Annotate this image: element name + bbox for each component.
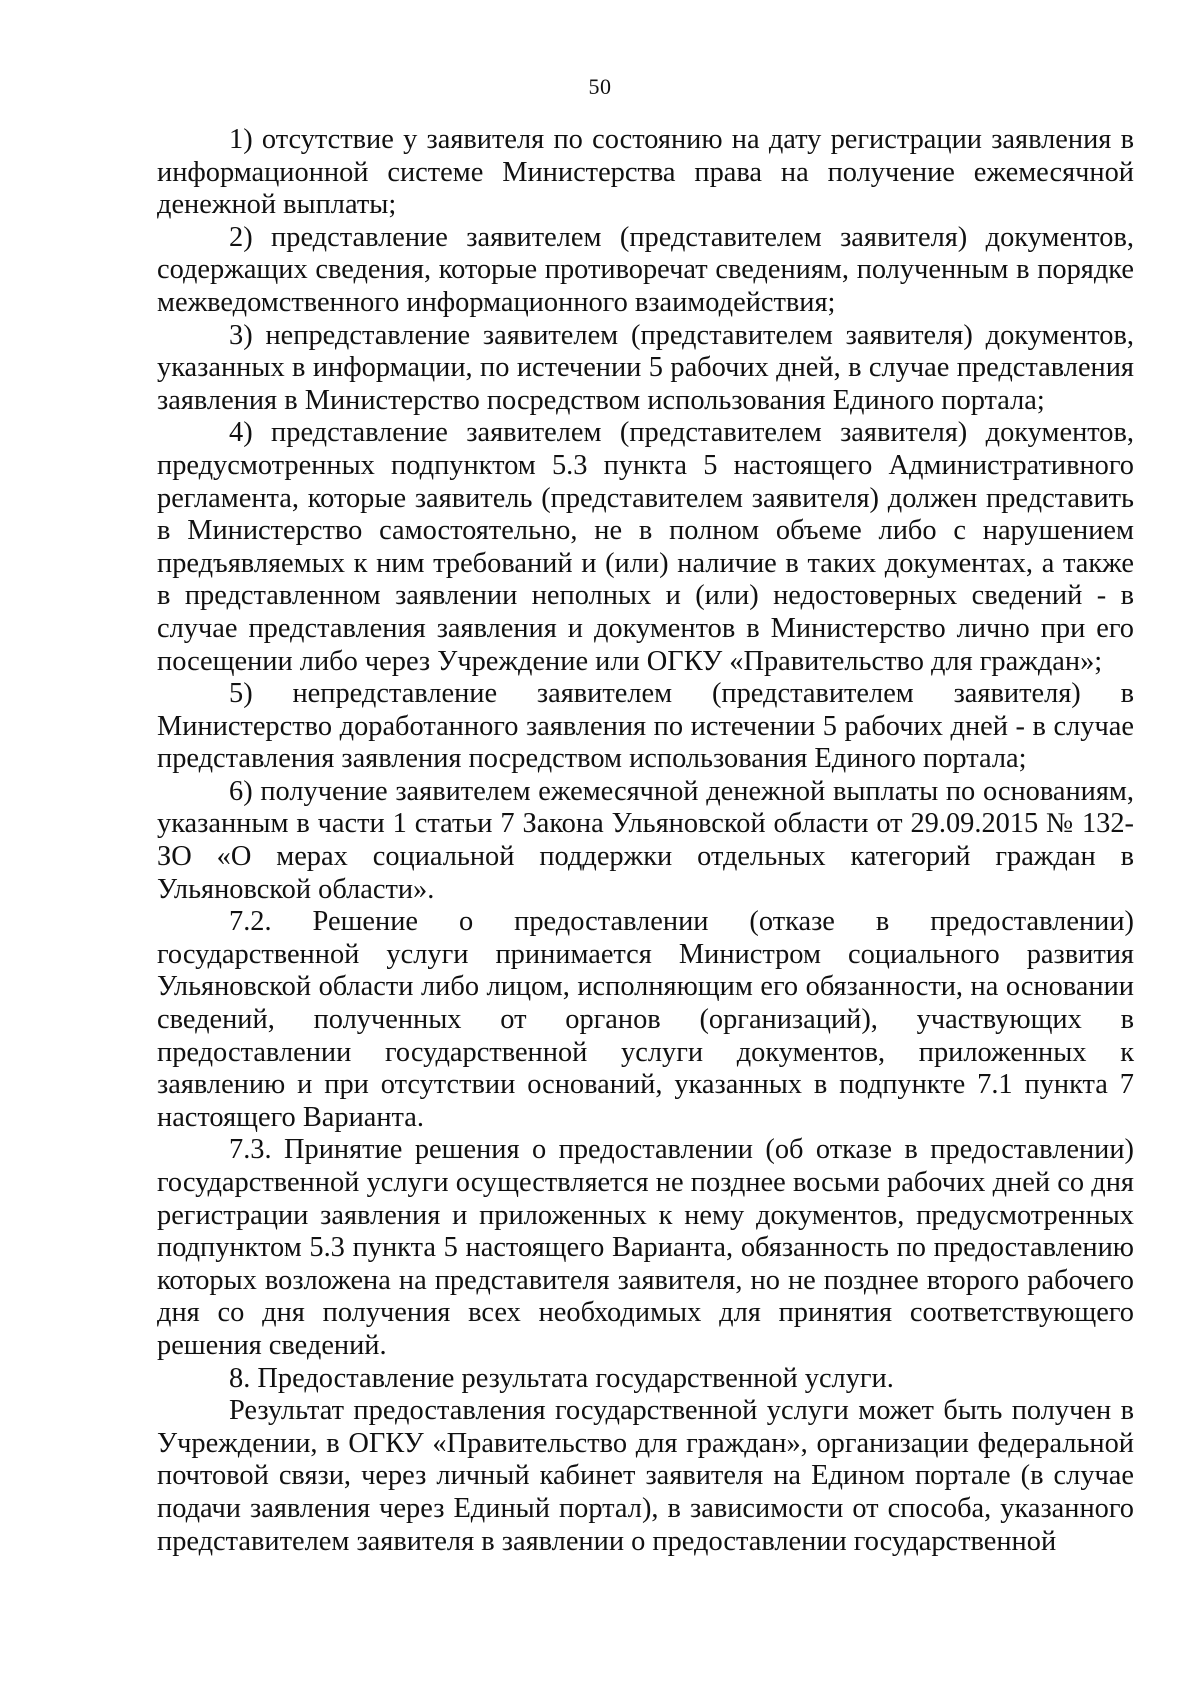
paragraph-item-6: 6) получение заявителем ежемесячной денежной выплаты по основаниям, указанным в части 1 статьи 7 Закона Ульяновской области от 29.09.2015 № 132-ЗО «О мерах социальной поддержки отдельных категорий граждан в Ульяновской области». <box>157 775 1134 905</box>
paragraph-item-4: 4) представление заявителем (представителем заявителя) документов, предусмотренных подпунктом 5.3 пункта 5 настоящего Административного регламента, которые заявитель (представителем заявителя) должен представить в Министерство самостоятельно, не в полном объеме либо с нарушением предъявляемых к ним требований и (или) наличие в таких документах, а также в представленном заявлении неполных и (или) недостоверных сведений - в случае представления заявления и документов в Министерство лично при его посещении либо через Учреждение или ОГКУ «Правительство для граждан»; <box>157 417 1134 677</box>
paragraph-7-3: 7.3. Принятие решения о предоставлении (об отказе в предоставлении) государственной услуги осуществляется не позднее восьми рабочих дней со дня регистрации заявления и приложенных к нему документов, предусмотренных подпунктом 5.3 пункта 5 настоящего Варианта, обязанность по предоставлению которых возложена на представителя заявителя, но не позднее второго рабочего дня со дня получения всех необходимых для принятия соответствующего решения сведений. <box>157 1134 1134 1361</box>
paragraph-item-1: 1) отсутствие у заявителя по состоянию на дату регистрации заявления в информационной системе Министерства права на получение ежемесячной денежной выплаты; <box>157 124 1134 221</box>
section-heading-8: 8. Предоставление результата государственной услуги. <box>229 1362 894 1394</box>
paragraph-item-2: 2) представление заявителем (представителем заявителя) документов, содержащих сведения, которые противоречат сведениям, полученным в порядке межведомственного информационного взаимодействия; <box>157 221 1134 318</box>
paragraph-result: Результат предоставления государственной услуги может быть получен в Учреждении, в ОГКУ «Правительство для граждан», организации федеральной почтовой связи, через личный кабинет заявителя на Едином портале (в случае подачи заявления через Единый портал), в зависимости от способа, указанного представителем заявителя в заявлении о предоставлении государственной <box>157 1395 1134 1557</box>
paragraph-item-3: 3) непредставление заявителем (представителем заявителя) документов, указанных в информации, по истечении 5 рабочих дней, в случае представления заявления в Министерство посредством использования Единого портала; <box>157 319 1134 416</box>
document-body <box>157 124 1134 1558</box>
paragraph-7-2: 7.2. Решение о предоставлении (отказе в предоставлении) государственной услуги принимается Министром социального развития Ульяновской области либо лицом, исполняющим его обязанности, на основании сведений, полученных от органов (организаций), участвующих в предоставлении государственной услуги документов, приложенных к заявлению и при отсутствии оснований, указанных в подпункте 7.1 пункта 7 настоящего Варианта. <box>157 906 1134 1133</box>
paragraph-item-5: 5) непредставление заявителем (представителем заявителя) в Министерство доработанного заявления по истечении 5 рабочих дней - в случае представления заявления посредством использования Единого портала; <box>157 678 1134 775</box>
page-number: 50 <box>588 74 612 99</box>
